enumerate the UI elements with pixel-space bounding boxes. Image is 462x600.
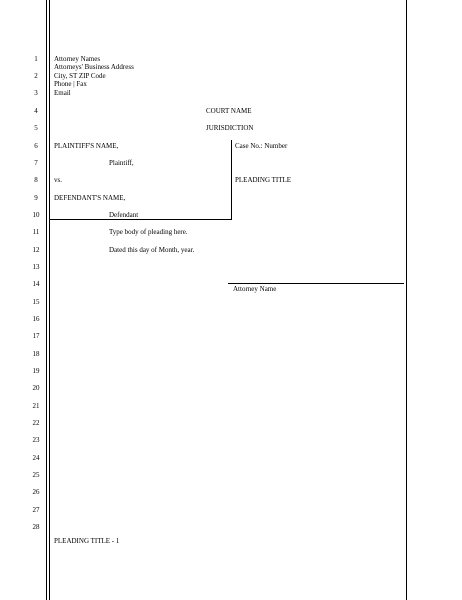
- versus: vs.: [54, 176, 62, 184]
- line-number: 7: [34, 159, 38, 167]
- line-number: 27: [32, 506, 40, 514]
- line-number: 2: [34, 72, 38, 80]
- line-number: 5: [34, 124, 38, 132]
- line-number: 3: [34, 89, 38, 97]
- line-number: 21: [32, 402, 40, 410]
- line-number: 8: [34, 176, 38, 184]
- line-number: 11: [32, 228, 40, 236]
- line-number: 25: [32, 471, 40, 479]
- pleading-body: Type body of pleading here.: [109, 228, 188, 236]
- line-number: 6: [34, 142, 38, 150]
- line-number: 23: [32, 436, 40, 444]
- attorney-email: Email: [54, 89, 71, 97]
- dated-line: Dated this day of Month, year.: [109, 246, 195, 254]
- line-number: 9: [34, 194, 38, 202]
- attorney-names: Attorney Names: [54, 55, 101, 63]
- line-number: 13: [32, 263, 40, 271]
- line-number: 14: [32, 280, 40, 288]
- left-margin-rule-inner: [49, 0, 50, 600]
- defendant-name: DEFENDANT'S NAME,: [54, 194, 126, 202]
- line-number: 28: [32, 523, 40, 531]
- line-number: 17: [32, 332, 40, 340]
- attorney-city: City, ST ZIP Code: [54, 72, 106, 80]
- court-name: COURT NAME: [206, 107, 252, 115]
- footer-title: PLEADING TITLE - 1: [54, 537, 120, 545]
- attorney-address: Attorneys' Business Address: [54, 63, 134, 71]
- line-number: 4: [34, 107, 38, 115]
- case-number: Case No.: Number: [235, 142, 288, 150]
- defendant-role: Defendant: [109, 211, 139, 219]
- line-number: 22: [32, 419, 40, 427]
- line-number: 18: [32, 350, 40, 358]
- signature-line: [228, 283, 404, 284]
- line-number: 26: [32, 488, 40, 496]
- jurisdiction: JURISDICTION: [206, 124, 254, 132]
- caption-bottom-rule: [50, 219, 232, 220]
- line-number: 10: [32, 211, 40, 219]
- right-margin-rule: [406, 0, 407, 600]
- pleading-title: PLEADING TITLE: [235, 176, 292, 184]
- line-number: 15: [32, 298, 40, 306]
- line-number: 19: [32, 367, 40, 375]
- attorney-phone-fax: Phone | Fax: [54, 80, 87, 88]
- line-number: 12: [32, 246, 40, 254]
- line-number: 20: [32, 384, 40, 392]
- left-margin-rule-outer: [46, 0, 47, 600]
- plaintiff-name: PLAINTIFF'S NAME,: [54, 142, 119, 150]
- plaintiff-role: Plaintiff,: [109, 159, 134, 167]
- caption-divider: [231, 140, 232, 220]
- line-number: 1: [34, 55, 38, 63]
- line-number: 24: [32, 454, 40, 462]
- signature-attorney-name: Attorney Name: [233, 285, 277, 293]
- line-number: 16: [32, 315, 40, 323]
